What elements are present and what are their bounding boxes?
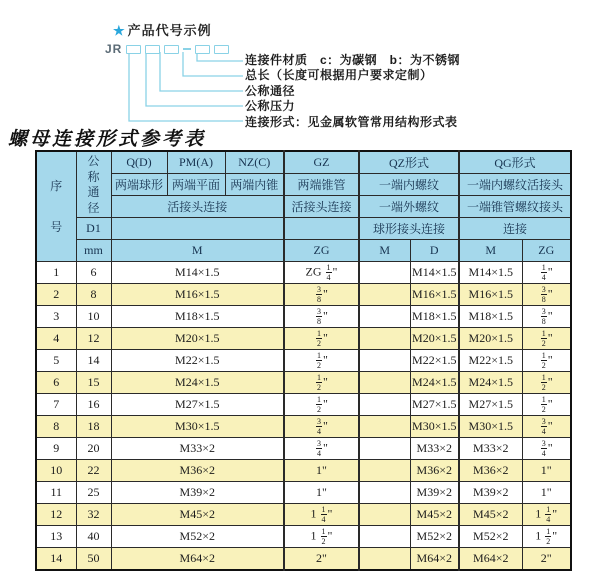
cell-qz-m [359, 328, 410, 350]
nut-connection-table [35, 150, 572, 571]
cell-qz-d: M24×1.5 [410, 372, 459, 394]
code-box-3 [164, 45, 179, 54]
cell-qg-zg: $\frac{3}{8}$ " [522, 306, 571, 328]
cell-qg-zg: 2" [522, 548, 571, 571]
cell-qg-m: M14×1.5 [459, 262, 522, 284]
header-qg-zg: ZG [522, 240, 571, 262]
cell-seq: 6 [36, 372, 76, 394]
cell-qg-zg: $\frac{1}{4}$ " [522, 262, 571, 284]
label-nominal-dia: 公称通径 [245, 83, 296, 98]
cell-qg-zg: 1 $\frac{1}{2}$ " [522, 526, 571, 548]
code-prefix: JR [105, 42, 123, 56]
product-code-heading [113, 20, 212, 39]
cell-m: M20×1.5 [111, 328, 284, 350]
header-qg-sub1: 一端内螺纹活接头 [459, 174, 571, 196]
table-row [36, 416, 571, 438]
label-nominal-press: 公称压力 [245, 99, 296, 114]
cell-m: M36×2 [111, 460, 284, 482]
cell-qz-m [359, 416, 410, 438]
cell-qg-m: M18×1.5 [459, 306, 522, 328]
header-qz-sub2: 一端外螺纹 [359, 196, 459, 218]
cell-qg-zg: $\frac{1}{2}$ " [522, 328, 571, 350]
header-blank-left [111, 218, 284, 240]
table-row [36, 350, 571, 372]
cell-qg-m: M45×2 [459, 504, 522, 526]
cell-m: M52×2 [111, 526, 284, 548]
cell-dn: 15 [76, 372, 111, 394]
cell-qz-d: M18×1.5 [410, 306, 459, 328]
cell-qg-zg: 1" [522, 460, 571, 482]
cell-seq: 11 [36, 482, 76, 504]
cell-seq: 8 [36, 416, 76, 438]
cell-qg-m: M24×1.5 [459, 372, 522, 394]
header-gz: GZ [284, 151, 359, 174]
cell-seq: 14 [36, 548, 76, 571]
cell-qz-m [359, 262, 410, 284]
cell-dn: 12 [76, 328, 111, 350]
table-row [36, 262, 571, 284]
cell-seq: 7 [36, 394, 76, 416]
cell-qg-zg: $\frac{3}{4}$ " [522, 438, 571, 460]
header-qz-sub1: 一端内螺纹 [359, 174, 459, 196]
code-box-1 [126, 45, 141, 54]
cell-dn: 40 [76, 526, 111, 548]
cell-m: M24×1.5 [111, 372, 284, 394]
cell-dn: 14 [76, 350, 111, 372]
cell-seq: 10 [36, 460, 76, 482]
cell-qg-zg: $\frac{1}{2}$ " [522, 372, 571, 394]
cell-m: M16×1.5 [111, 284, 284, 306]
header-union-conn: 活接头连接 [111, 196, 284, 218]
header-gz-conn: 活接头连接 [284, 196, 359, 218]
cell-dn: 50 [76, 548, 111, 571]
cell-qg-zg: 1 $\frac{1}{4}$ " [522, 504, 571, 526]
cell-dn: 22 [76, 460, 111, 482]
cell-qz-m [359, 372, 410, 394]
cell-qz-d: M22×1.5 [410, 350, 459, 372]
cell-qz-m [359, 460, 410, 482]
cell-dn: 25 [76, 482, 111, 504]
cell-seq: 13 [36, 526, 76, 548]
header-nz-c: NZ(C) [225, 151, 284, 174]
cell-qz-d: M33×2 [410, 438, 459, 460]
cell-qg-m: M36×2 [459, 460, 522, 482]
cell-qg-m: M33×2 [459, 438, 522, 460]
page-title: 螺母连接形式参考表 [8, 129, 207, 150]
cell-dn: 10 [76, 306, 111, 328]
header-pm-a: PM(A) [167, 151, 225, 174]
code-box-4 [195, 45, 210, 54]
table-row [36, 482, 571, 504]
cell-qz-d: M39×2 [410, 482, 459, 504]
label-total-length: 总长（长度可根据用户要求定制） [245, 68, 433, 83]
table-body [36, 262, 571, 571]
cell-dn: 6 [76, 262, 111, 284]
cell-qz-d: M45×2 [410, 504, 459, 526]
table-row [36, 284, 571, 306]
header-qz: QZ形式 [359, 151, 459, 174]
code-dash [183, 48, 191, 50]
label-conn-form: 连接形式：见金属软管常用结构形式表 [245, 114, 458, 129]
cell-qz-m [359, 394, 410, 416]
cell-qg-m: M30×1.5 [459, 416, 522, 438]
cell-dn: 18 [76, 416, 111, 438]
cell-qg-m: M27×1.5 [459, 394, 522, 416]
cell-seq: 5 [36, 350, 76, 372]
cell-qg-zg: $\frac{3}{8}$ " [522, 284, 571, 306]
table-row [36, 460, 571, 482]
cell-qg-m: M52×2 [459, 526, 522, 548]
cell-dn: 32 [76, 504, 111, 526]
header-mm: mm [76, 240, 111, 262]
cell-gz: $\frac{1}{2}$ " [284, 372, 359, 394]
cell-gz: 1 $\frac{1}{2}$ " [284, 526, 359, 548]
header-qg-sub3: 连接 [459, 218, 571, 240]
cell-qg-m: M16×1.5 [459, 284, 522, 306]
cell-qg-zg: $\frac{3}{4}$ " [522, 416, 571, 438]
cell-qg-zg: 1" [522, 482, 571, 504]
cell-qz-d: M20×1.5 [410, 328, 459, 350]
product-code-heading-text: 产品代号示例 [127, 23, 212, 38]
cell-seq: 12 [36, 504, 76, 526]
cell-gz: $\frac{3}{8}$ " [284, 306, 359, 328]
cell-qz-m [359, 526, 410, 548]
cell-gz: $\frac{3}{4}$ " [284, 416, 359, 438]
header-m: M [111, 240, 284, 262]
cell-dn: 20 [76, 438, 111, 460]
cell-dn: 16 [76, 394, 111, 416]
header-qz-m: M [359, 240, 410, 262]
table-row [36, 394, 571, 416]
cell-qg-m: M22×1.5 [459, 350, 522, 372]
cell-qz-m [359, 504, 410, 526]
table-row [36, 438, 571, 460]
header-seq: 序 号 [36, 151, 76, 262]
cell-dn: 8 [76, 284, 111, 306]
header-qg-m: M [459, 240, 522, 262]
header-qg-sub2: 一端锥管螺纹接头 [459, 196, 571, 218]
cell-qg-m: M20×1.5 [459, 328, 522, 350]
cell-qz-d: M64×2 [410, 548, 459, 571]
table-row [36, 504, 571, 526]
cell-qg-zg: $\frac{1}{2}$ " [522, 394, 571, 416]
cell-qg-m: M39×2 [459, 482, 522, 504]
code-box-2 [145, 45, 160, 54]
cell-gz: $\frac{3}{4}$ " [284, 438, 359, 460]
table-row [36, 372, 571, 394]
cell-qg-zg: $\frac{1}{2}$ " [522, 350, 571, 372]
cell-m: M45×2 [111, 504, 284, 526]
cell-seq: 2 [36, 284, 76, 306]
header-pm-a-sub: 两端平面 [167, 174, 225, 196]
code-box-5 [214, 45, 229, 54]
cell-gz: ZG $\frac{1}{4}$ " [284, 262, 359, 284]
header-qg: QG形式 [459, 151, 571, 174]
table-row [36, 526, 571, 548]
cell-m: M22×1.5 [111, 350, 284, 372]
cell-seq: 4 [36, 328, 76, 350]
cell-m: M64×2 [111, 548, 284, 571]
cell-m: M14×1.5 [111, 262, 284, 284]
header-nz-c-sub: 两端内锥 [225, 174, 284, 196]
cell-qz-m [359, 306, 410, 328]
header-blank-gz [284, 218, 359, 240]
cell-qz-d: M27×1.5 [410, 394, 459, 416]
star-icon: ★ [113, 23, 126, 38]
cell-seq: 1 [36, 262, 76, 284]
table-row [36, 306, 571, 328]
cell-m: M39×2 [111, 482, 284, 504]
cell-m: M18×1.5 [111, 306, 284, 328]
cell-gz: 1" [284, 482, 359, 504]
header-gz-sub: 两端锥管 [284, 174, 359, 196]
cell-gz: 2" [284, 548, 359, 571]
cell-qz-d: M30×1.5 [410, 416, 459, 438]
cell-gz: $\frac{1}{2}$ " [284, 394, 359, 416]
table-row [36, 328, 571, 350]
cell-gz: 1" [284, 460, 359, 482]
cell-m: M30×1.5 [111, 416, 284, 438]
cell-qz-m [359, 482, 410, 504]
header-zg: ZG [284, 240, 359, 262]
product-code-row [105, 42, 233, 56]
cell-qz-m [359, 350, 410, 372]
code-field-labels [245, 53, 595, 130]
cell-seq: 3 [36, 306, 76, 328]
cell-qz-d: M16×1.5 [410, 284, 459, 306]
cell-gz: 1 $\frac{1}{4}$ " [284, 504, 359, 526]
cell-qz-m [359, 438, 410, 460]
cell-qg-m: M64×2 [459, 548, 522, 571]
cell-m: M27×1.5 [111, 394, 284, 416]
header-qz-d: D [410, 240, 459, 262]
cell-seq: 9 [36, 438, 76, 460]
cell-gz: $\frac{1}{2}$ " [284, 328, 359, 350]
header-q-d: Q(D) [111, 151, 167, 174]
cell-qz-d: M14×1.5 [410, 262, 459, 284]
cell-m: M33×2 [111, 438, 284, 460]
header-qz-sub3: 球形接头连接 [359, 218, 459, 240]
header-dn: 公 称 通 径 [76, 151, 111, 218]
label-material: 连接件材质 c：为碳钢 b：为不锈钢 [245, 53, 461, 67]
header-d1: D1 [76, 218, 111, 240]
cell-qz-d: M52×2 [410, 526, 459, 548]
cell-gz: $\frac{1}{2}$ " [284, 350, 359, 372]
cell-qz-m [359, 284, 410, 306]
cell-gz: $\frac{3}{8}$ " [284, 284, 359, 306]
table-header [36, 151, 571, 262]
header-q-d-sub: 两端球形 [111, 174, 167, 196]
cell-qz-d: M36×2 [410, 460, 459, 482]
